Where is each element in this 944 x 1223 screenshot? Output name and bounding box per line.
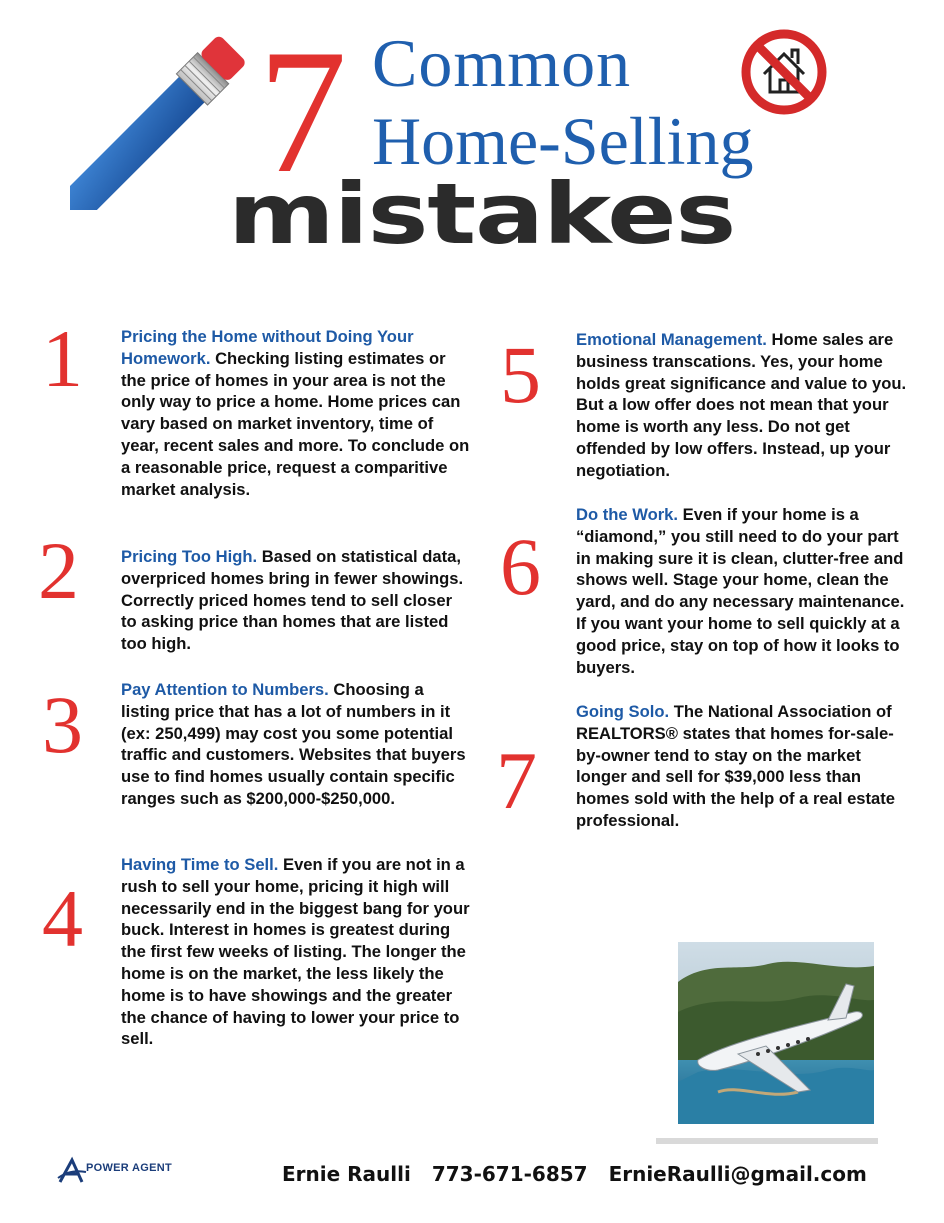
item-7 xyxy=(576,701,916,832)
contact-line xyxy=(282,1162,881,1186)
item-5-heading: Emotional Management. xyxy=(576,330,767,349)
header-number: 7 xyxy=(258,12,347,210)
item-number-6: 6 xyxy=(500,521,541,612)
item-number-3: 3 xyxy=(42,679,83,770)
contact-phone: 773-671-6857 xyxy=(431,1162,588,1186)
item-number-5: 5 xyxy=(500,329,541,420)
item-4-heading: Having Time to Sell. xyxy=(121,855,279,874)
item-1-heading: Pricing the Home without Doing Your Homework. xyxy=(121,327,414,368)
item-2-body: Based on statistical data, overpriced homes bring in fewer showings. Correctly priced homes tend to sell closer to asking price than homes that are listed too high. xyxy=(121,547,464,654)
item-number-1: 1 xyxy=(42,313,83,404)
item-4 xyxy=(121,854,471,1050)
title-line-2: Home-Selling xyxy=(372,103,754,179)
contact-name: Ernie Raulli xyxy=(282,1162,411,1186)
power-agent-logo-text: POWER AGENT xyxy=(86,1162,173,1174)
item-6-body: Even if your home is a “diamond,” you still need to do your part in making sure it is clean, clutter-free and shows well. Stage your home, clean the yard, and do any necessary maintenance. If you want your home to sell quickly at a good price, stay on top of how it looks to buyers. xyxy=(576,505,905,677)
item-5-body: Home sales are business transcations. Yes, your home holds great significance and value to you. But a low offer does not mean that your home is worth any less. Do not get offended by low offers. Instead, up your negotiation. xyxy=(576,330,907,480)
item-2 xyxy=(121,546,471,655)
item-1-body: Checking listing estimates or the price of homes in your area is not the only way to price a home. Home prices can vary based on market inventory, time of year, recent sales and more. To conclude on a reasonable price, request a comparitive market analysis. xyxy=(121,348,470,499)
item-5 xyxy=(576,329,916,482)
no-home-icon xyxy=(740,28,828,116)
item-3-heading: Pay Attention to Numbers. xyxy=(121,680,329,699)
photo-shadow xyxy=(656,1138,878,1144)
item-4-body: Even if you are not in a rush to sell your home, pricing it high will necessarily end in the biggest bang for your buck. Interest in homes is greatest during the first few weeks of listing. The longer the home is on the market, the less likely the home is to have showings and the greater the chance of having to lower your price to sell. xyxy=(121,855,470,1049)
item-6-heading: Do the Work. xyxy=(576,505,679,524)
contact-email[interactable]: ErnieRaulli@gmail.com xyxy=(608,1162,867,1186)
private-jet-photo xyxy=(678,942,874,1124)
item-number-2: 2 xyxy=(38,525,79,616)
item-7-body: The National Association of REALTORS® states that homes for-sale-by-owner tend to stay on the market longer and sell for $39,000 less than homes sold with the help of a real estate professional. xyxy=(576,702,896,830)
item-number-4: 4 xyxy=(42,873,83,964)
item-1 xyxy=(121,326,471,500)
item-number-7: 7 xyxy=(496,735,537,826)
item-7-heading: Going Solo. xyxy=(576,702,670,721)
title-line-1: Common xyxy=(372,25,632,101)
item-3 xyxy=(121,679,471,810)
item-6 xyxy=(576,504,916,678)
item-3-body: Choosing a listing price that has a lot of numbers in it (ex: 250,499) may cost you some potential traffic and customers. Websites that buyers use to find homes usually contain specific ranges such as $200,000-$250,000. xyxy=(121,680,466,808)
item-2-heading: Pricing Too High. xyxy=(121,547,258,566)
title-mistakes: mistakes xyxy=(228,165,736,263)
